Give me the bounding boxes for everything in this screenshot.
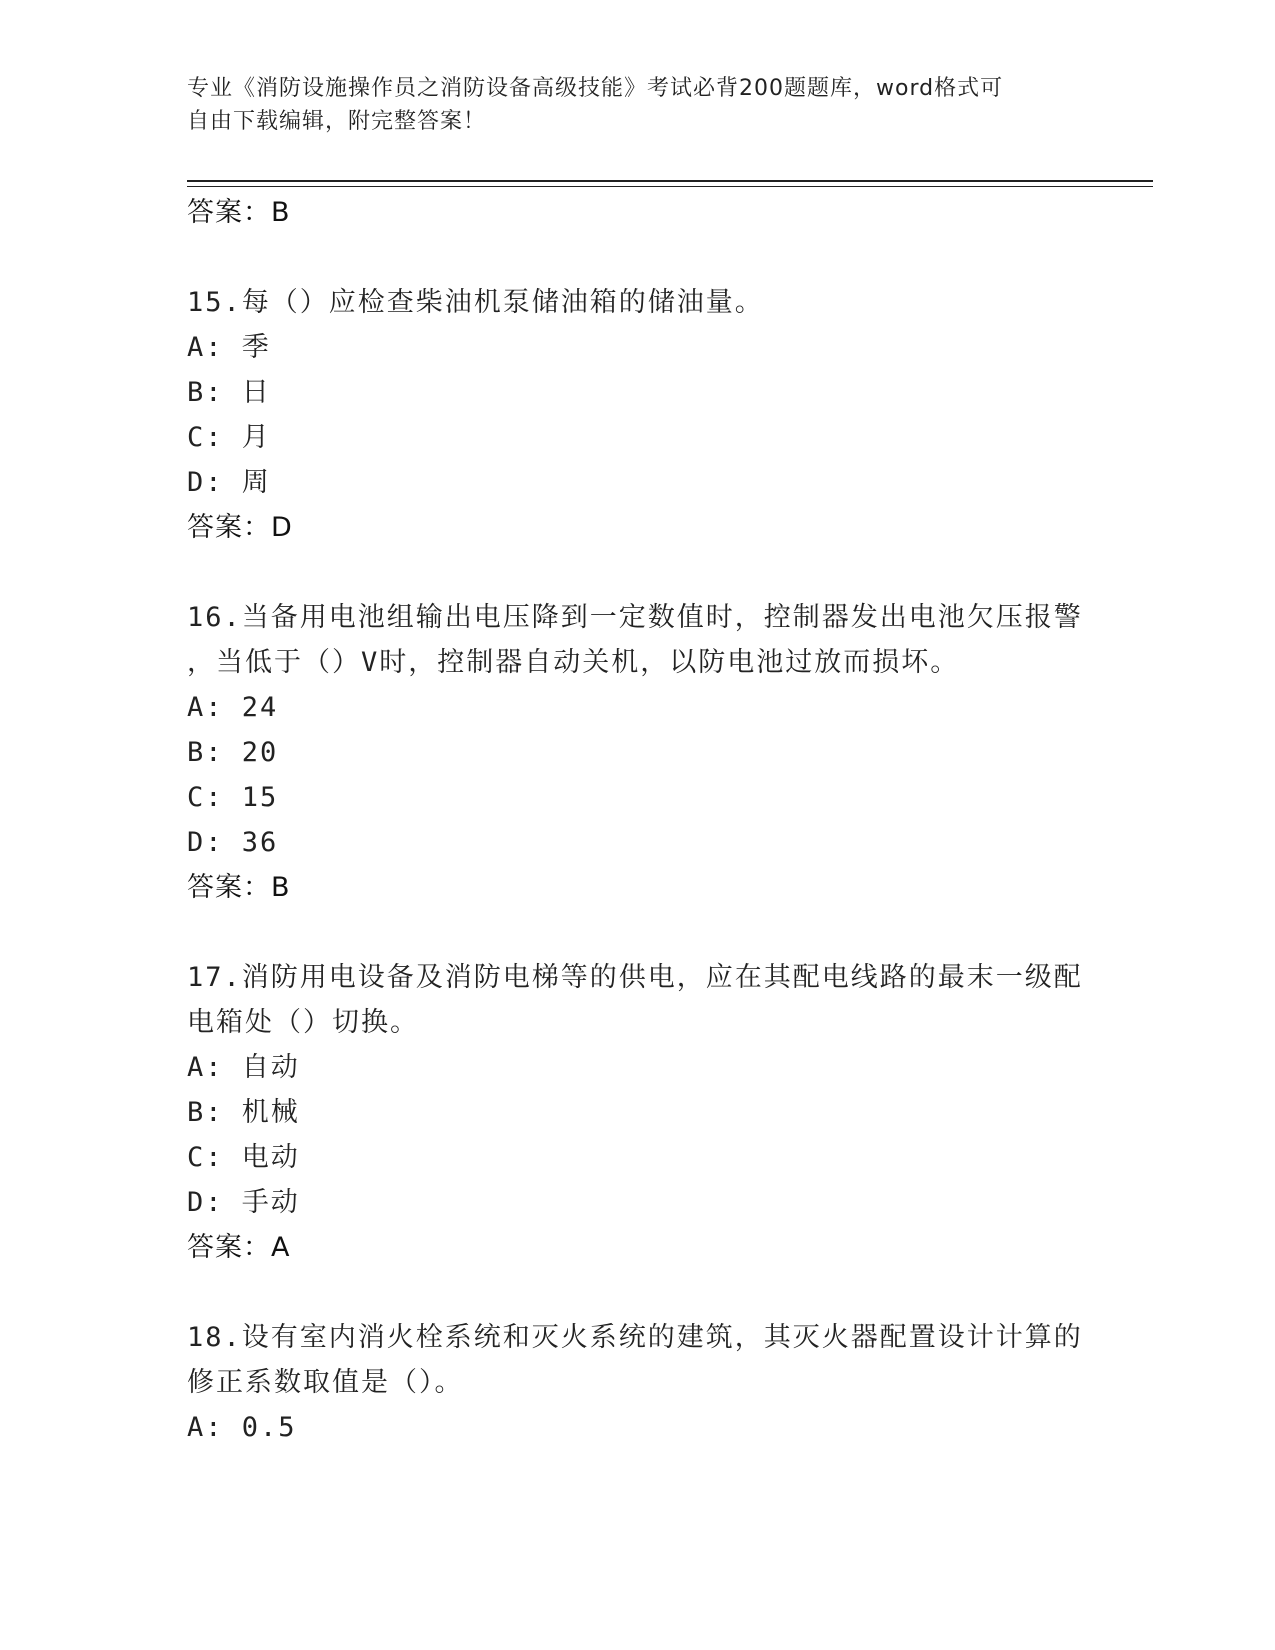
- option-a: A: 24: [187, 692, 279, 723]
- answer-line: 答案：D: [187, 512, 293, 543]
- option-d: D: 周: [187, 467, 271, 498]
- question-text: 16.当备用电池组输出电压降到一定数值时，控制器发出电池欠压报警: [187, 602, 1083, 633]
- header-rule-top: [187, 180, 1153, 182]
- header-line-1: 专业《消防设施操作员之消防设备高级技能》考试必背200题题库，word格式可: [187, 76, 1004, 101]
- option-a: A: 自动: [187, 1052, 300, 1083]
- question-text: 17.消防用电设备及消防电梯等的供电，应在其配电线路的最末一级配: [187, 962, 1083, 993]
- option-c: C: 15: [187, 782, 279, 813]
- option-a: A: 0.5: [187, 1412, 297, 1443]
- question-block: [187, 595, 1087, 910]
- option-b: B: 20: [187, 737, 279, 768]
- document-body: [187, 190, 1087, 1450]
- question-block: [187, 955, 1087, 1270]
- answer-line: 答案：B: [187, 872, 291, 903]
- question-text-continued: ，当低于（）V时，控制器自动关机，以防电池过放而损坏。: [187, 647, 960, 678]
- option-d: D: 36: [187, 827, 279, 858]
- option-a: A: 季: [187, 332, 271, 363]
- header-rule-bottom: [187, 186, 1153, 187]
- question-block: [187, 280, 1087, 550]
- header-line-2: 自由下载编辑，附完整答案！: [187, 109, 487, 134]
- option-d: D: 手动: [187, 1187, 300, 1218]
- answer-line: 答案：B: [187, 197, 291, 228]
- document-header: [187, 72, 1067, 138]
- answer-line: 答案：A: [187, 1232, 291, 1263]
- question-block: [187, 1315, 1087, 1450]
- option-b: B: 日: [187, 377, 271, 408]
- question-text-continued: 电箱处（）切换。: [187, 1007, 419, 1038]
- question-text: 15.每（）应检查柴油机泵储油箱的储油量。: [187, 287, 764, 318]
- question-text-continued: 修正系数取值是（）。: [187, 1367, 464, 1398]
- question-text: 18.设有室内消火栓系统和灭火系统的建筑，其灭火器配置设计计算的: [187, 1322, 1083, 1353]
- option-c: C: 电动: [187, 1142, 300, 1173]
- option-c: C: 月: [187, 422, 271, 453]
- option-b: B: 机械: [187, 1097, 300, 1128]
